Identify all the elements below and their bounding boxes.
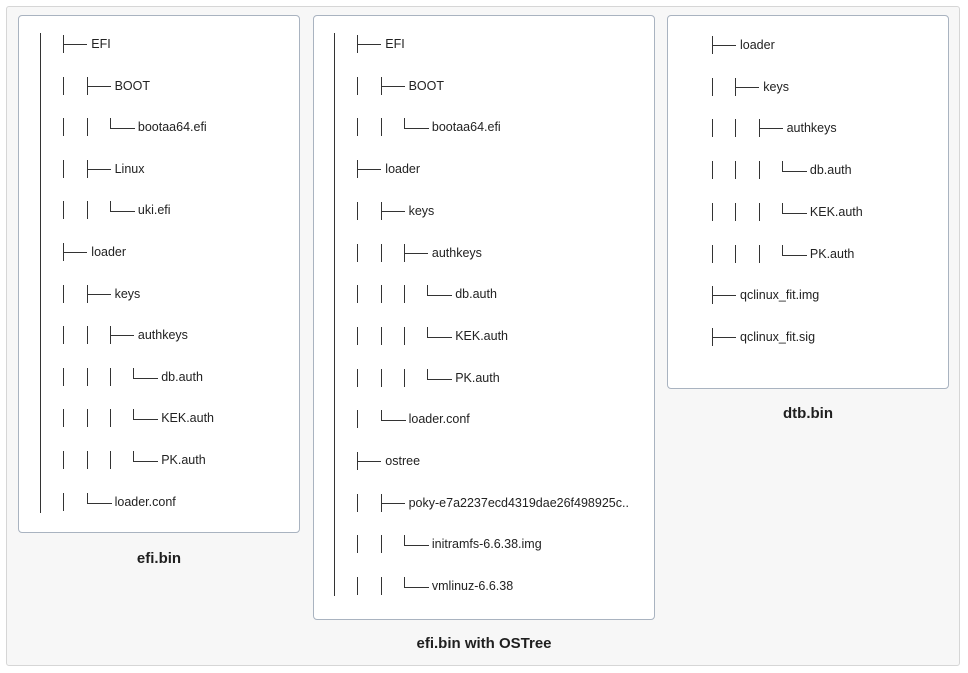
tree-branch-connector xyxy=(759,119,760,137)
tree-branch-connector xyxy=(712,286,713,304)
tree-guide-segment xyxy=(381,285,382,303)
tree-guide-segment xyxy=(357,118,358,136)
tree-guide-segment xyxy=(357,285,358,303)
tree-guide-segment xyxy=(87,326,88,344)
tree-branch-connector xyxy=(404,244,405,262)
tree-node-label: ostree xyxy=(385,454,421,468)
tree-guide-segment xyxy=(712,119,713,137)
tree-guide-segment xyxy=(87,118,88,136)
tree-guide-segment xyxy=(63,160,64,178)
tree-guide-segment xyxy=(712,161,713,179)
tree-node-label: loader.conf xyxy=(408,412,470,427)
tree-node-label: db.auth xyxy=(455,287,497,302)
tree-elbow-connector xyxy=(87,493,112,504)
tree-guide-segment xyxy=(759,161,760,179)
tree-guide-segment xyxy=(87,451,88,469)
efi-bin-tree xyxy=(19,16,299,532)
tree-guide-segment xyxy=(87,368,88,386)
tree-guide-segment xyxy=(87,409,88,427)
tree-branch-arm xyxy=(87,294,111,295)
tree-elbow-connector xyxy=(427,285,452,296)
tree-node-label: KEK.auth xyxy=(809,204,863,219)
tree-root-rail xyxy=(334,33,335,596)
tree-branch-arm xyxy=(87,169,111,170)
tree-branch-arm xyxy=(357,461,381,462)
dtb-bin-caption: dtb.bin xyxy=(783,405,833,422)
tree-node-label: BOOT xyxy=(408,78,445,93)
tree-guide-segment xyxy=(110,368,111,386)
tree-guide-segment xyxy=(381,327,382,345)
tree-branch-arm xyxy=(735,87,759,88)
tree-node-label: qclinux_fit.img xyxy=(740,288,820,303)
tree-node-label: KEK.auth xyxy=(161,411,215,426)
tree-node-label: PK.auth xyxy=(809,246,855,261)
tree-branch-arm xyxy=(381,86,405,87)
tree-elbow-connector xyxy=(110,201,135,212)
tree-node-label: qclinux_fit.sig xyxy=(740,329,816,344)
tree-guide-segment xyxy=(381,118,382,136)
tree-node-label: BOOT xyxy=(114,78,151,93)
tree-guide-segment xyxy=(63,285,64,303)
tree-guide-segment xyxy=(357,535,358,553)
tree-node-label: authkeys xyxy=(137,328,188,343)
tree-elbow-connector xyxy=(782,245,807,256)
tree-root-rail xyxy=(40,33,41,513)
tree-node-label: poky-e7a2237ecd4319dae26f498925c.. xyxy=(408,495,629,510)
tree-branch-arm xyxy=(381,211,405,212)
tree-branch-arm xyxy=(759,128,783,129)
tree-branch-arm xyxy=(357,169,381,170)
tree-elbow-connector xyxy=(110,118,135,129)
tree-node-label: authkeys xyxy=(786,121,837,136)
tree-guide-segment xyxy=(759,245,760,263)
tree-elbow-connector xyxy=(427,327,452,338)
tree-branch-connector xyxy=(381,202,382,220)
tree-node-label: bootaa64.efi xyxy=(137,120,207,135)
tree-branch-arm xyxy=(110,335,134,336)
tree-guide-segment xyxy=(712,203,713,221)
tree-branch-connector xyxy=(381,494,382,512)
tree-guide-segment xyxy=(735,245,736,263)
tree-node-label: keys xyxy=(114,286,141,301)
tree-branch-connector xyxy=(87,77,88,95)
tree-branch-connector xyxy=(712,328,713,346)
tree-elbow-connector xyxy=(427,369,452,380)
tree-elbow-connector xyxy=(782,203,807,214)
tree-guide-segment xyxy=(87,201,88,219)
tree-node-label: EFI xyxy=(91,37,111,51)
tree-node-label: KEK.auth xyxy=(455,328,509,343)
tree-branch-arm xyxy=(712,295,736,296)
tree-guide-segment xyxy=(712,78,713,96)
tree-node-label: loader xyxy=(91,245,127,259)
tree-branch-connector xyxy=(735,78,736,96)
tree-guide-segment xyxy=(63,493,64,511)
tree-guide-segment xyxy=(712,245,713,263)
tree-elbow-connector xyxy=(381,410,406,421)
tree-elbow-connector xyxy=(404,577,429,588)
tree-elbow-connector xyxy=(782,161,807,172)
tree-node-label: authkeys xyxy=(431,245,482,260)
dtb-bin-tree xyxy=(668,16,948,388)
tree-elbow-connector xyxy=(133,409,158,420)
tree-branch-connector xyxy=(63,243,64,261)
tree-node-label: uki.efi xyxy=(137,203,171,218)
tree-branch-connector xyxy=(63,35,64,53)
tree-guide-segment xyxy=(735,203,736,221)
tree-branch-connector xyxy=(110,326,111,344)
tree-node-label: initramfs-6.6.38.img xyxy=(431,537,542,552)
tree-branch-arm xyxy=(712,337,736,338)
tree-guide-segment xyxy=(63,409,64,427)
tree-guide-segment xyxy=(357,494,358,512)
tree-guide-segment xyxy=(357,410,358,428)
efi-bin-tree-panel xyxy=(18,15,300,533)
tree-branch-connector xyxy=(357,35,358,53)
tree-elbow-connector xyxy=(404,535,429,546)
tree-guide-segment xyxy=(357,77,358,95)
dtb-bin-tree-panel xyxy=(667,15,949,389)
tree-node-label: keys xyxy=(408,203,435,218)
tree-guide-segment xyxy=(110,451,111,469)
tree-guide-segment xyxy=(63,326,64,344)
tree-guide-segment xyxy=(404,369,405,387)
tree-guide-segment xyxy=(357,202,358,220)
tree-branch-connector xyxy=(357,452,358,470)
tree-node-label: loader xyxy=(385,162,421,177)
tree-node-label: Linux xyxy=(114,161,145,176)
tree-branch-arm xyxy=(712,45,736,46)
tree-branch-connector xyxy=(712,36,713,54)
tree-branch-arm xyxy=(357,44,381,45)
efi-bin-ostree-caption: efi.bin with OSTree xyxy=(416,635,552,652)
tree-branch-connector xyxy=(87,160,88,178)
tree-elbow-connector xyxy=(133,451,158,462)
tree-guide-segment xyxy=(63,368,64,386)
tree-guide-segment xyxy=(110,409,111,427)
efi-bin-ostree-tree xyxy=(314,16,654,619)
tree-branch-connector xyxy=(381,77,382,95)
tree-guide-segment xyxy=(357,369,358,387)
efi-bin-caption: efi.bin xyxy=(136,550,182,567)
efi-bin-ostree-tree-panel xyxy=(313,15,655,620)
tree-guide-segment xyxy=(381,244,382,262)
tree-guide-segment xyxy=(404,327,405,345)
tree-branch-arm xyxy=(404,253,428,254)
tree-branch-arm xyxy=(63,252,87,253)
tree-guide-segment xyxy=(381,535,382,553)
tree-guide-segment xyxy=(63,451,64,469)
tree-guide-segment xyxy=(759,203,760,221)
tree-guide-segment xyxy=(735,119,736,137)
tree-guide-segment xyxy=(63,201,64,219)
tree-guide-segment xyxy=(357,327,358,345)
tree-node-label: vmlinuz-6.6.38 xyxy=(431,579,514,594)
tree-node-label: PK.auth xyxy=(455,370,500,385)
tree-guide-segment xyxy=(357,577,358,595)
tree-branch-arm xyxy=(87,86,111,87)
tree-guide-segment xyxy=(357,244,358,262)
tree-elbow-connector xyxy=(404,118,429,129)
tree-guide-segment xyxy=(63,118,64,136)
tree-node-label: loader.conf xyxy=(114,494,176,509)
tree-node-label: loader xyxy=(740,38,775,52)
tree-node-label: bootaa64.efi xyxy=(431,120,501,135)
tree-branch-arm xyxy=(63,44,87,45)
tree-node-label: PK.auth xyxy=(161,453,206,467)
tree-branch-connector xyxy=(357,160,358,178)
tree-node-label: EFI xyxy=(385,37,405,51)
tree-elbow-connector xyxy=(133,368,158,379)
tree-guide-segment xyxy=(404,285,405,303)
tree-guide-segment xyxy=(381,369,382,387)
tree-branch-arm xyxy=(381,503,405,504)
tree-guide-segment xyxy=(735,161,736,179)
tree-guide-segment xyxy=(63,77,64,95)
tree-node-label: db.auth xyxy=(161,369,203,384)
tree-guide-segment xyxy=(381,577,382,595)
tree-branch-connector xyxy=(87,285,88,303)
tree-node-label: keys xyxy=(763,79,789,94)
tree-node-label: db.auth xyxy=(809,163,852,178)
